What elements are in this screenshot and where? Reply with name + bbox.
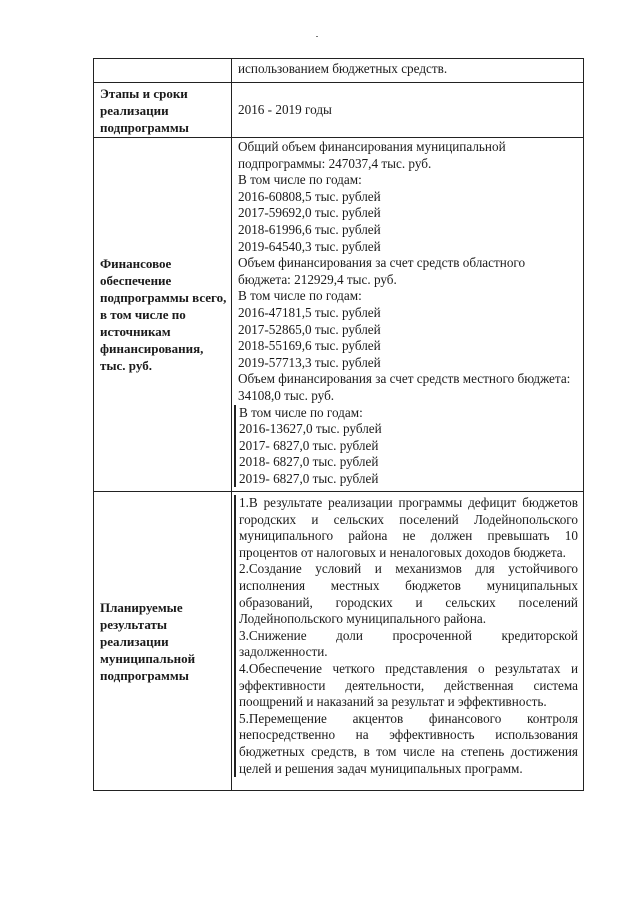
row-label-results: Планируемые результаты реализации муниципальной подпрограммы: [94, 492, 232, 791]
finance-line: 2018-55169,6 тыс. рублей: [238, 338, 381, 354]
table-row-continuation: [94, 59, 584, 83]
row-label-empty: [94, 59, 232, 83]
finance-line: 2019-57713,3 тыс. рублей: [238, 354, 381, 370]
table-row-results: [94, 492, 584, 791]
finance-line: 2019-64540,3 тыс. рублей: [238, 238, 381, 254]
finance-line: 2018- 6827,0 тыс. рублей: [234, 454, 578, 471]
result-item: 3.Снижение доли просроченной кредиторской задолженности.: [234, 628, 578, 661]
table-row-finance: [94, 138, 584, 492]
finance-line: 2017- 6827,0 тыс. рублей: [234, 438, 578, 455]
finance-line: Общий объем финансирования муниципальной подпрограммы: 247037,4 тыс. руб.: [238, 139, 506, 171]
finance-line: В том числе по годам:: [238, 288, 362, 304]
subprogram-passport-table: [93, 58, 584, 791]
row-label-stages: Этапы и сроки реализации подпрограммы: [94, 83, 232, 138]
row-value-stages: 2016 - 2019 годы: [232, 83, 584, 138]
finance-line: В том числе по годам:: [234, 405, 578, 422]
row-value-continuation: использованием бюджетных средств.: [232, 59, 584, 83]
table-row-stages: [94, 83, 584, 138]
finance-line: Объем финансирования за счет средств областного бюджета: 212929,4 тыс. руб.: [238, 255, 526, 287]
result-item: 5.Перемещение акцентов финансового контроля непосредственно на эффективность использования бюджетных средств, в том числе на степень достижения целей и решения задач муниципальных программ.: [234, 711, 578, 777]
finance-line: Объем финансирования за счет средств местного бюджета: 34108,0 тыс. руб.: [238, 371, 571, 403]
finance-line: 2016-47181,5 тыс. рублей: [238, 304, 381, 320]
finance-line: 2018-61996,6 тыс. рублей: [238, 221, 381, 237]
row-value-finance: [232, 138, 584, 492]
result-item: 2.Создание условий и механизмов для устойчивого исполнения местных бюджетов муниципальных образований, городских и сельских поселений Лодейнопольского муниципального района.: [234, 561, 578, 627]
result-item: 4.Обеспечение четкого представления о результатах и эффективности деятельности, действенная система поощрений и наказаний за результат и эффективность.: [234, 661, 578, 711]
page-mark: [316, 36, 318, 37]
row-label-finance: Финансовое обеспечение подпрограммы всего, в том числе по источникам финансирования, тыс. руб.: [94, 138, 232, 492]
finance-line: 2017-59692,0 тыс. рублей: [238, 205, 381, 221]
finance-line: 2016-60808,5 тыс. рублей: [238, 188, 381, 204]
finance-line: 2016-13627,0 тыс. рублей: [234, 421, 578, 438]
finance-line: В том числе по годам:: [238, 172, 362, 188]
row-value-results: [232, 492, 584, 791]
finance-line: 2017-52865,0 тыс. рублей: [238, 321, 381, 337]
result-item: 1.В результате реализации программы дефицит бюджетов городских и сельских поселений Лодейнопольского муниципального района не должен превышать 10 процентов от налоговых и неналоговых доходов бюджета.: [234, 495, 578, 561]
finance-line: 2019- 6827,0 тыс. рублей: [234, 471, 578, 488]
